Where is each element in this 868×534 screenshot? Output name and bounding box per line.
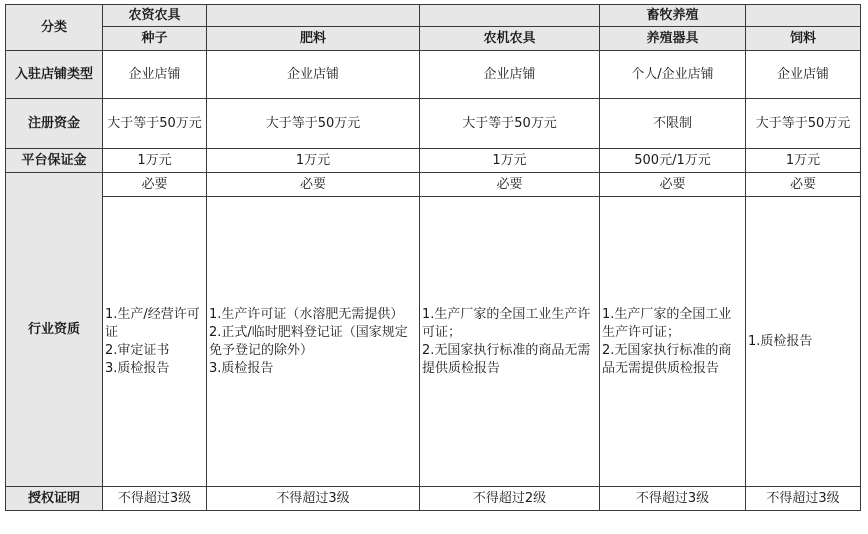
column-header: 农机农具	[420, 27, 600, 51]
table-cell: 500元/1万元	[600, 149, 746, 173]
table-cell: 企业店铺	[103, 51, 207, 99]
table-cell: 必要	[207, 173, 420, 197]
table-cell: 不得超过3级	[600, 487, 746, 511]
table-cell: 大于等于50万元	[420, 99, 600, 149]
qualification-cell	[207, 197, 420, 487]
table-cell: 必要	[600, 173, 746, 197]
group-label-2	[207, 5, 420, 27]
qualification-line: 2.正式/临时肥料登记证（国家规定免予登记的除外）	[209, 324, 408, 358]
table-cell: 不限制	[600, 99, 746, 149]
group-label-5	[746, 5, 861, 27]
table-cell: 1万元	[746, 149, 861, 173]
table-row	[6, 99, 861, 149]
table-cell: 不得超过2级	[420, 487, 600, 511]
column-header: 养殖器具	[600, 27, 746, 51]
qualification-cell	[600, 197, 746, 487]
table-cell: 个人/企业店铺	[600, 51, 746, 99]
qualification-detail-row	[6, 197, 861, 487]
table-cell: 1万元	[103, 149, 207, 173]
table-cell: 企业店铺	[746, 51, 861, 99]
group-label-1: 农资农具	[103, 5, 207, 27]
table-cell: 1万元	[207, 149, 420, 173]
qualification-line: 1.质检报告	[748, 333, 813, 349]
table-cell: 企业店铺	[420, 51, 600, 99]
requirements-table	[5, 4, 861, 511]
table-cell: 大于等于50万元	[746, 99, 861, 149]
qualification-cell	[103, 197, 207, 487]
qualification-line: 1.生产厂家的全国工业生产许可证；	[602, 306, 732, 340]
row-header: 入驻店铺类型	[6, 51, 103, 99]
qualification-line: 2.无国家执行标准的商品无需提供质检报告	[602, 342, 732, 376]
column-header: 肥料	[207, 27, 420, 51]
qualification-cell	[746, 197, 861, 487]
qualification-line: 2.无国家执行标准的商品无需提供质检报告	[422, 342, 591, 376]
corner-label: 分类	[6, 5, 103, 51]
row-header: 注册资金	[6, 99, 103, 149]
qualification-line: 1.生产厂家的全国工业生产许可证；	[422, 306, 591, 340]
group-header-row	[6, 5, 861, 27]
table-cell: 1万元	[420, 149, 600, 173]
table-cell: 必要	[420, 173, 600, 197]
group-label-3	[420, 5, 600, 27]
table-cell: 大于等于50万元	[103, 99, 207, 149]
qualification-required-row	[6, 173, 861, 197]
table-cell: 必要	[746, 173, 861, 197]
table-row	[6, 487, 861, 511]
qualification-line: 2.审定证书	[105, 342, 170, 358]
table-cell: 不得超过3级	[746, 487, 861, 511]
qualification-line: 1.生产/经营许可证	[105, 306, 200, 340]
table-cell: 不得超过3级	[103, 487, 207, 511]
table-row	[6, 51, 861, 99]
qualification-line: 3.质检报告	[209, 360, 274, 376]
column-header-row	[6, 27, 861, 51]
qualification-line: 3.质检报告	[105, 360, 170, 376]
qualification-line: 1.生产许可证（水溶肥无需提供）	[209, 306, 404, 322]
group-label-4: 畜牧养殖	[600, 5, 746, 27]
column-header: 种子	[103, 27, 207, 51]
column-header: 饲料	[746, 27, 861, 51]
row-header: 行业资质	[6, 173, 103, 487]
table-cell: 必要	[103, 173, 207, 197]
row-header: 平台保证金	[6, 149, 103, 173]
row-header: 授权证明	[6, 487, 103, 511]
qualification-cell	[420, 197, 600, 487]
table-cell: 大于等于50万元	[207, 99, 420, 149]
table-cell: 企业店铺	[207, 51, 420, 99]
table-cell: 不得超过3级	[207, 487, 420, 511]
table-row	[6, 149, 861, 173]
